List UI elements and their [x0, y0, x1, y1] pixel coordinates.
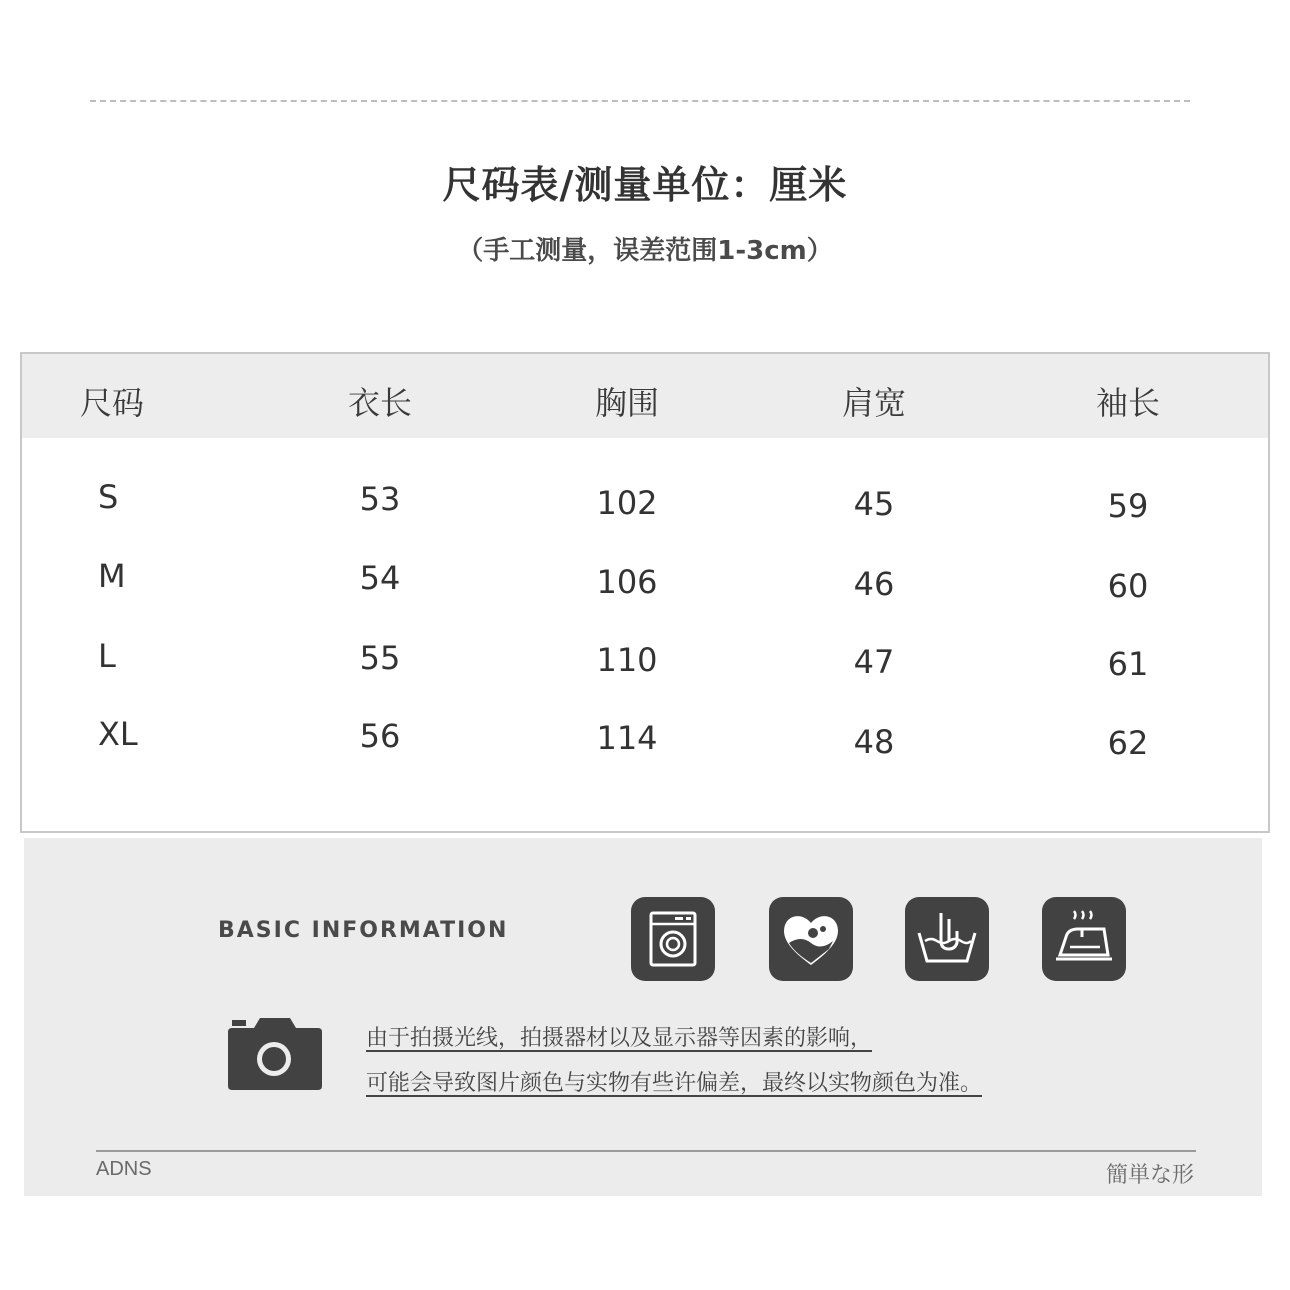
table-row	[22, 637, 1268, 697]
table-cell-size: XL	[98, 715, 138, 753]
footer-divider	[96, 1150, 1196, 1152]
hand-wash-icon	[905, 897, 989, 981]
page-title: 尺码表/测量单位：厘米	[442, 163, 848, 207]
table-cell: 59	[1107, 487, 1149, 525]
page-subtitle: （手工测量，误差范围1-3cm）	[457, 236, 833, 266]
column-header-sleeve: 袖长	[1095, 384, 1160, 422]
column-header-chest: 胸围	[594, 384, 659, 422]
table-cell: 53	[359, 480, 401, 518]
iron-icon	[1042, 897, 1126, 981]
table-cell: 47	[853, 643, 895, 681]
table-cell-size: M	[98, 557, 126, 595]
table-cell: 102	[596, 484, 658, 522]
table-row	[22, 557, 1268, 617]
washing-machine-icon	[631, 897, 715, 981]
table-cell: 56	[359, 717, 401, 755]
table-cell: 55	[359, 639, 401, 677]
camera-icon	[228, 1016, 322, 1090]
top-dashed-divider	[90, 100, 1190, 102]
table-cell: 110	[596, 641, 658, 679]
table-cell: 61	[1107, 645, 1149, 683]
heart-wash-icon	[769, 897, 853, 981]
table-row	[22, 715, 1268, 775]
table-cell: 54	[359, 559, 401, 597]
table-header-row	[22, 354, 1268, 438]
table-cell-size: S	[98, 478, 119, 516]
table-cell: 62	[1107, 724, 1149, 762]
footer-brand-right: 簡単な形	[1105, 1163, 1194, 1188]
color-disclaimer-line-2: 可能会导致图片颜色与实物有些许偏差，最终以实物颜色为准。	[366, 1071, 983, 1096]
column-header-length: 衣长	[347, 384, 412, 422]
column-header-shoulder: 肩宽	[841, 384, 906, 422]
table-cell: 45	[853, 485, 895, 523]
table-cell: 106	[596, 563, 658, 601]
table-cell: 114	[596, 719, 658, 757]
table-cell-size: L	[98, 637, 116, 675]
table-cell: 48	[853, 723, 895, 761]
color-disclaimer-line-1: 由于拍摄光线，拍摄器材以及显示器等因素的影响，	[366, 1026, 873, 1051]
column-header-size: 尺码	[79, 384, 144, 422]
basic-information-heading: BASIC INFORMATION	[218, 918, 509, 943]
footer-brand-left: ADNS	[96, 1158, 152, 1180]
size-table	[20, 352, 1270, 833]
table-cell: 46	[853, 565, 895, 603]
table-row	[22, 478, 1268, 538]
basic-information-panel	[24, 838, 1262, 1196]
table-cell: 60	[1107, 567, 1149, 605]
